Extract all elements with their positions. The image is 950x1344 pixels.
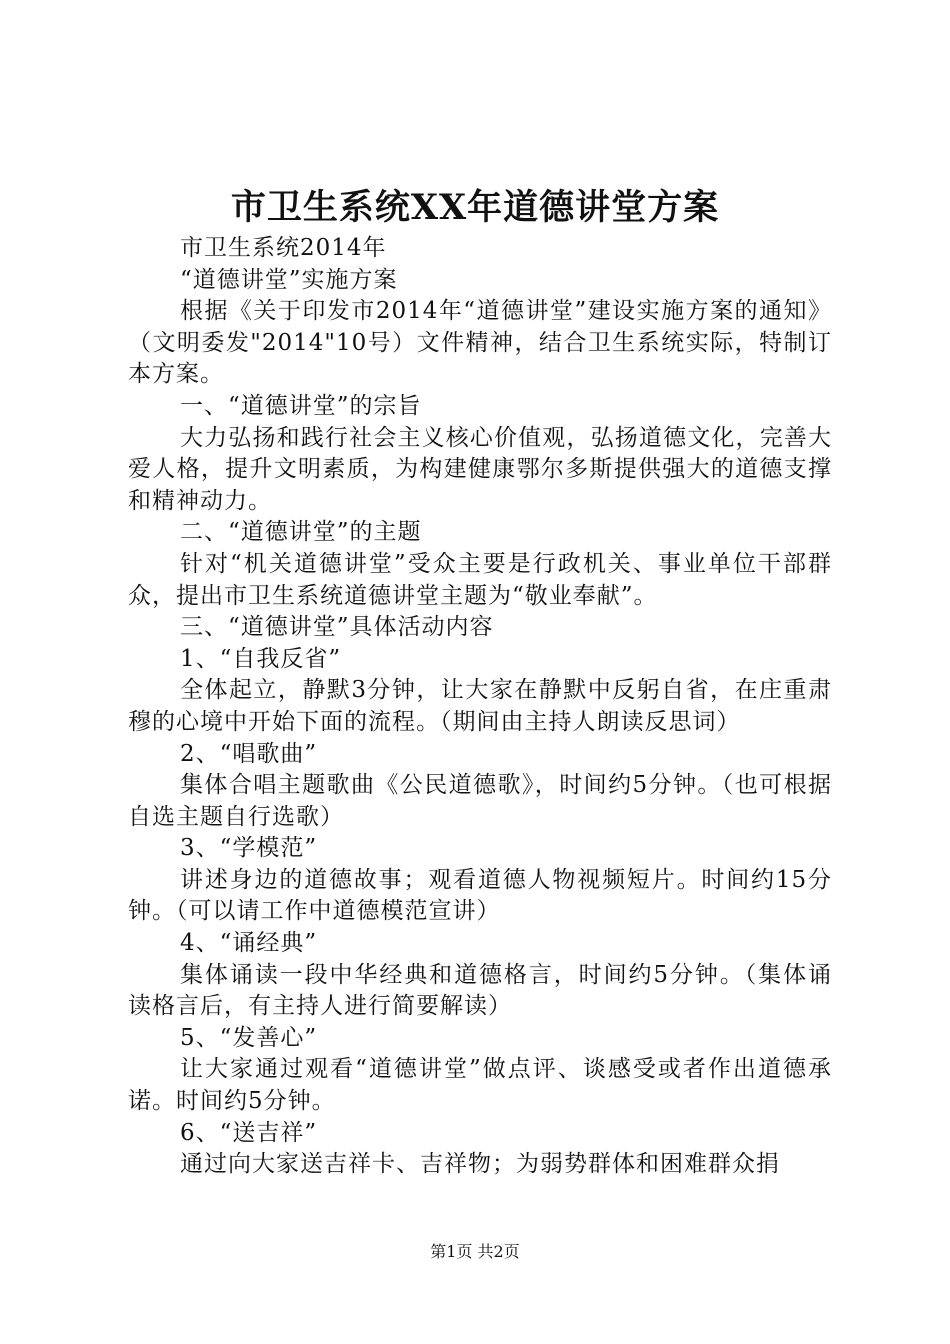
paragraph: “道德讲堂”实施方案	[180, 266, 398, 293]
paragraph: 讲述身边的道德故事；观看道德人物视频短片。时间约15分钟。（可以请工作中道德模范宣讲）	[128, 866, 832, 925]
item-heading: 4、“诵经典”	[180, 930, 318, 957]
item-heading: 5、“发善心”	[180, 1024, 318, 1051]
document-body	[128, 233, 832, 1181]
paragraph: 集体诵读一段中华经典和道德格言，时间约5分钟。（集体诵读格言后，有主持人进行简要解读）	[128, 961, 832, 1020]
item-heading: 2、“唱歌曲”	[180, 740, 318, 767]
paragraph: 市卫生系统2014年	[180, 235, 387, 261]
paragraph: 大力弘扬和践行社会主义核心价值观，弘扬道德文化，完善大爱人格，提升文明素质，为构建健康鄂尔多斯提供强大的道德支撑和精神动力。	[128, 424, 832, 514]
paragraph: 让大家通过观看“道德讲堂”做点评、谈感受或者作出道德承诺。时间约5分钟。	[128, 1056, 832, 1115]
item-heading: 6、“送吉祥”	[180, 1119, 318, 1146]
section-heading: 一、“道德讲堂”的宗旨	[180, 392, 422, 419]
paragraph: 全体起立，静默3分钟，让大家在静默中反躬自省，在庄重肃穆的心境中开始下面的流程。（期间由主持人朗读反思词）	[128, 677, 832, 735]
document-title: 市卫生系统XX年道德讲堂方案	[230, 187, 720, 228]
paragraph: 通过向大家送吉祥卡、吉祥物；为弱势群体和困难群众捐	[180, 1151, 780, 1178]
item-heading: 3、“学模范”	[180, 835, 318, 862]
paragraph: 根据《关于印发市2014年“道德讲堂”建设实施方案的通知》（文明委发"2014"10号）文件精神，结合卫生系统实际，特制订本方案。	[128, 298, 832, 388]
paragraph: 集体合唱主题歌曲《公民道德歌》，时间约5分钟。（也可根据自选主题自行选歌）	[128, 772, 832, 830]
paragraph: 针对“机关道德讲堂”受众主要是行政机关、事业单位干部群众，提出市卫生系统道德讲堂主题为“敬业奉献”。	[128, 550, 832, 609]
item-heading: 1、“自我反省”	[180, 645, 342, 672]
section-heading: 二、“道德讲堂”的主题	[180, 519, 422, 546]
page-footer: 第1页 共2页	[430, 1242, 520, 1261]
section-heading: 三、“道德讲堂”具体活动内容	[180, 614, 494, 641]
